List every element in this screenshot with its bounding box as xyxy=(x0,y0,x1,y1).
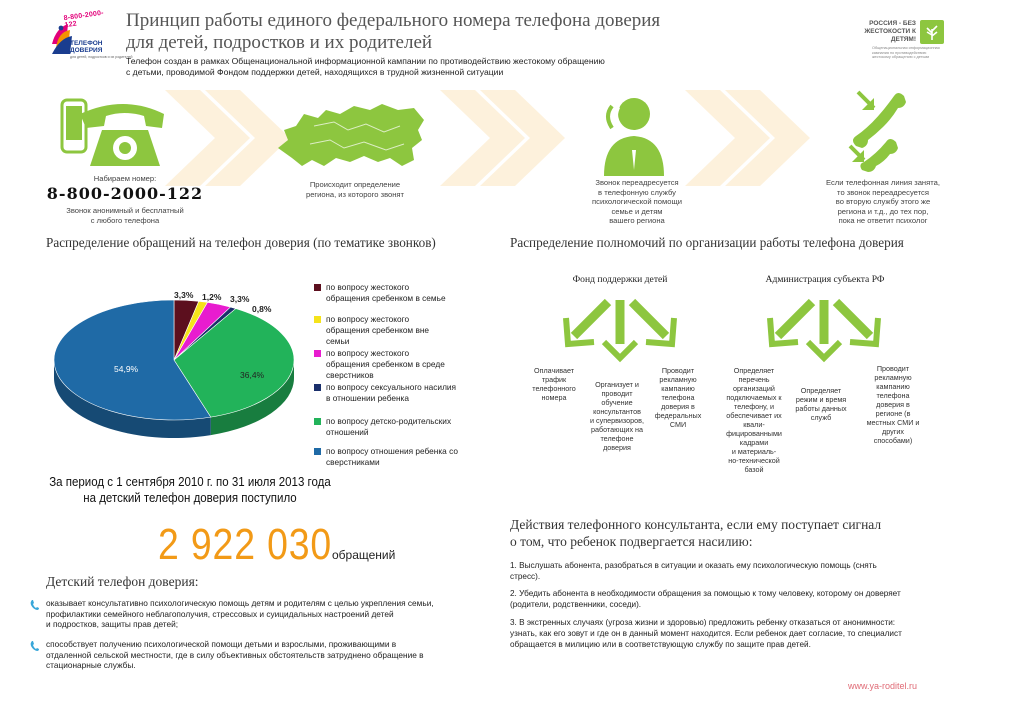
legend-item-parent-child: по вопросу детско-родительских отношений xyxy=(326,416,496,438)
role-line: доверия xyxy=(603,443,631,452)
hotline-logo xyxy=(50,9,133,59)
step1-desc: Звонок анонимный и бесплатный с любого телефона xyxy=(66,206,184,225)
period-text: За период с 1 сентября 2010 г. по 31 июля 2013 года на детский телефон доверия поступило xyxy=(49,475,331,505)
calls-pie-chart xyxy=(40,272,320,462)
role-line: Организует и xyxy=(595,380,639,389)
role-line: подключаемых к xyxy=(726,393,782,402)
pie-slice-label: 36,4% xyxy=(240,370,265,380)
fund-role-training xyxy=(584,380,650,452)
role-line: других xyxy=(882,427,904,436)
role-line: Проводит xyxy=(876,364,910,373)
role-line: Оплачивает xyxy=(533,366,575,375)
pie-slice-label: 3,3% xyxy=(230,294,250,304)
phone-bullet-icon xyxy=(30,640,40,652)
fund-role-federal-media xyxy=(650,366,706,429)
legend-swatch xyxy=(314,384,321,391)
role-line: телефона xyxy=(876,391,910,400)
logo-number: 8-800-2000-122 xyxy=(63,9,105,30)
legend-item-outside-family: по вопросу жестокого обращения сребенком вне семьи xyxy=(326,314,496,346)
role-line: рекламную xyxy=(874,373,912,382)
role-line: квали- xyxy=(743,420,765,429)
role-line: кадрами xyxy=(739,438,769,447)
actions-heading: Действия телефонного консультанта, если ему поступает сигнал о том, что ребенок подвергается насилию: xyxy=(510,517,882,549)
role-line: местных СМИ и xyxy=(866,418,920,427)
role-line: регионе (в xyxy=(875,409,911,418)
fund-title: Фонд поддержки детей xyxy=(572,274,668,285)
step2-desc: Происходит определение региона, из которого звонят xyxy=(305,180,405,199)
action-1: 1. Выслушать абонента, разобраться в ситуации и оказать ему психологическую помощь (снять стресс). xyxy=(510,561,877,581)
total-calls-number: 2 922 030 xyxy=(158,520,333,569)
role-line: телефону, и xyxy=(734,402,774,411)
role-line: базой xyxy=(744,465,764,474)
admin-arrows-icon xyxy=(764,292,884,364)
role-line: и материаль- xyxy=(731,447,777,456)
step4-desc: Если телефонная линия занята, то звонок переадресуется во вторую службу этого же региона и т.д., до тех пор, пока не ответит психолог xyxy=(826,178,940,226)
role-line: СМИ xyxy=(669,420,687,429)
role-line: доверия в xyxy=(876,400,910,409)
role-line: кампанию xyxy=(661,384,695,393)
role-line: рекламную xyxy=(659,375,697,384)
role-line: телефоне xyxy=(600,434,634,443)
legend-item-family-abuse: по вопросу жестокого обращения сребенком в семье xyxy=(326,282,496,304)
role-line: работающих на xyxy=(590,425,644,434)
role-line: трафик xyxy=(541,375,567,384)
legend-swatch xyxy=(314,418,321,425)
child-line-bullet-2: способствует получению психологической помощи детьми и взрослыми, проживающими в отдаленной сельской местности, где в силу объективных обстоятельств затруднено обращение в стационарные службы. xyxy=(46,639,424,671)
admin-role-organizations xyxy=(716,366,792,474)
action-2: 2. Убедить абонента в необходимости обращения за помощью к тому человеку, которому он доверяет (родители, родственники, соседи). xyxy=(510,589,901,609)
campaign-logo-text: РОССИЯ - БЕЗ ЖЕСТОКОСТИ К ДЕТЯМ! xyxy=(864,20,916,43)
fund-role-traffic xyxy=(526,366,582,402)
role-line: доверия в xyxy=(661,402,695,411)
role-line: Определяет xyxy=(733,366,775,375)
footer-website-link[interactable]: www.ya-roditel.ru xyxy=(848,681,918,691)
role-line: служб xyxy=(810,413,832,422)
legend-item-peers: по вопросу отношения ребенка со сверстниками xyxy=(326,446,496,468)
child-line-heading: Детский телефон доверия: xyxy=(46,574,199,589)
role-line: телефона xyxy=(661,393,695,402)
distribution-heading: Распределение обращений на телефон доверия (по тематике звонков) xyxy=(46,235,436,250)
role-line: Определяет xyxy=(800,386,842,395)
phone-bullet-icon xyxy=(30,599,40,611)
logo-word: ТЕЛЕФОН ДОВЕРИЯ xyxy=(70,40,103,54)
role-line: организаций xyxy=(733,384,775,393)
role-line: проводит xyxy=(601,389,633,398)
hotline-phone-number[interactable]: 8-800-2000-122 xyxy=(46,184,204,203)
role-line: режим и время xyxy=(795,395,847,404)
legend-swatch xyxy=(314,284,321,291)
role-line: обучение xyxy=(601,398,633,407)
role-line: консультантов xyxy=(593,407,641,416)
logo-sub: для детей, подростков и их родителей xyxy=(70,55,133,59)
pie-slice-label: 0,8% xyxy=(252,304,272,314)
admin-role-schedule xyxy=(790,386,852,422)
role-line: фицированными xyxy=(726,429,782,438)
admin-title: Администрация субъекта РФ xyxy=(765,274,885,285)
role-line: федеральных xyxy=(654,411,702,420)
legend-swatch xyxy=(314,448,321,455)
pie-slice-label: 54,9% xyxy=(114,364,139,374)
role-line: и супервизоров, xyxy=(590,416,644,425)
powers-heading: Распределение полномочий по организации работы телефона доверия xyxy=(510,235,904,250)
fund-arrows-icon xyxy=(560,292,680,364)
legend-swatch xyxy=(314,350,321,357)
psychologist-icon xyxy=(594,92,678,176)
campaign-logo xyxy=(846,20,946,68)
call-forward-icon xyxy=(840,86,910,174)
legend-item-peer-abuse: по вопросу жестокого обращения сребенком в среде сверстников xyxy=(326,348,496,380)
pie-slice-label: 1,2% xyxy=(202,292,222,302)
role-line: номера xyxy=(541,393,567,402)
role-line: но-технической xyxy=(728,456,780,465)
legend-swatch xyxy=(314,316,321,323)
page-title: Принцип работы единого федерального номера телефона доверия для детей, подростков и их родителей xyxy=(126,10,661,53)
russia-map-icon xyxy=(274,100,426,172)
role-line: способами) xyxy=(873,436,913,445)
page-subtitle: Телефон создан в рамках Общенациональной информационной кампании по противодействию жестокому обращению с детьми, проводимой Фондом поддержки детей, находящихся в трудной жизненной ситуации xyxy=(126,56,605,77)
child-line-bullet-1: оказывает консультативно психологическую помощь детям и родителям с целью укрепления семьи, профилактики семейного неблагополучия, стрессовых и суицидальных настроений детей и подростков, защиты прав детей; xyxy=(46,598,434,630)
step1-label: Набираем номер: xyxy=(93,174,157,183)
step3-desc: Звонок переадресуется в телефонную службу психологической помощи семье и детям вашего региона xyxy=(592,178,682,226)
legend-item-sexual-abuse: по вопросу сексуального насилия в отношении ребенка xyxy=(326,382,496,404)
role-line: обеспечивает их xyxy=(726,411,782,420)
role-line: кампанию xyxy=(876,382,910,391)
telephone-icon xyxy=(58,96,168,174)
role-line: перечень xyxy=(738,375,770,384)
total-calls-unit: обращений xyxy=(332,548,396,562)
pie-slice-label: 3,3% xyxy=(174,290,194,300)
role-line: телефонного xyxy=(532,384,576,393)
campaign-logo-sub: Общенациональная информационная кампания по противодействию жестокому обращению с детьми xyxy=(872,46,940,60)
role-line: работы данных xyxy=(795,404,847,413)
action-3: 3. В экстренных случаях (угроза жизни и здоровью) предложить ребенку отказаться от анонимности: узнать, как его зовут и где он в данный момент находится. Если ребенок дает согласие, то специалист обращается в милицию или в соответствующую службу по защите прав детей. xyxy=(510,618,902,649)
admin-role-regional-media xyxy=(860,364,926,445)
role-line: Проводит xyxy=(661,366,695,375)
tree-logo-icon xyxy=(920,20,944,44)
